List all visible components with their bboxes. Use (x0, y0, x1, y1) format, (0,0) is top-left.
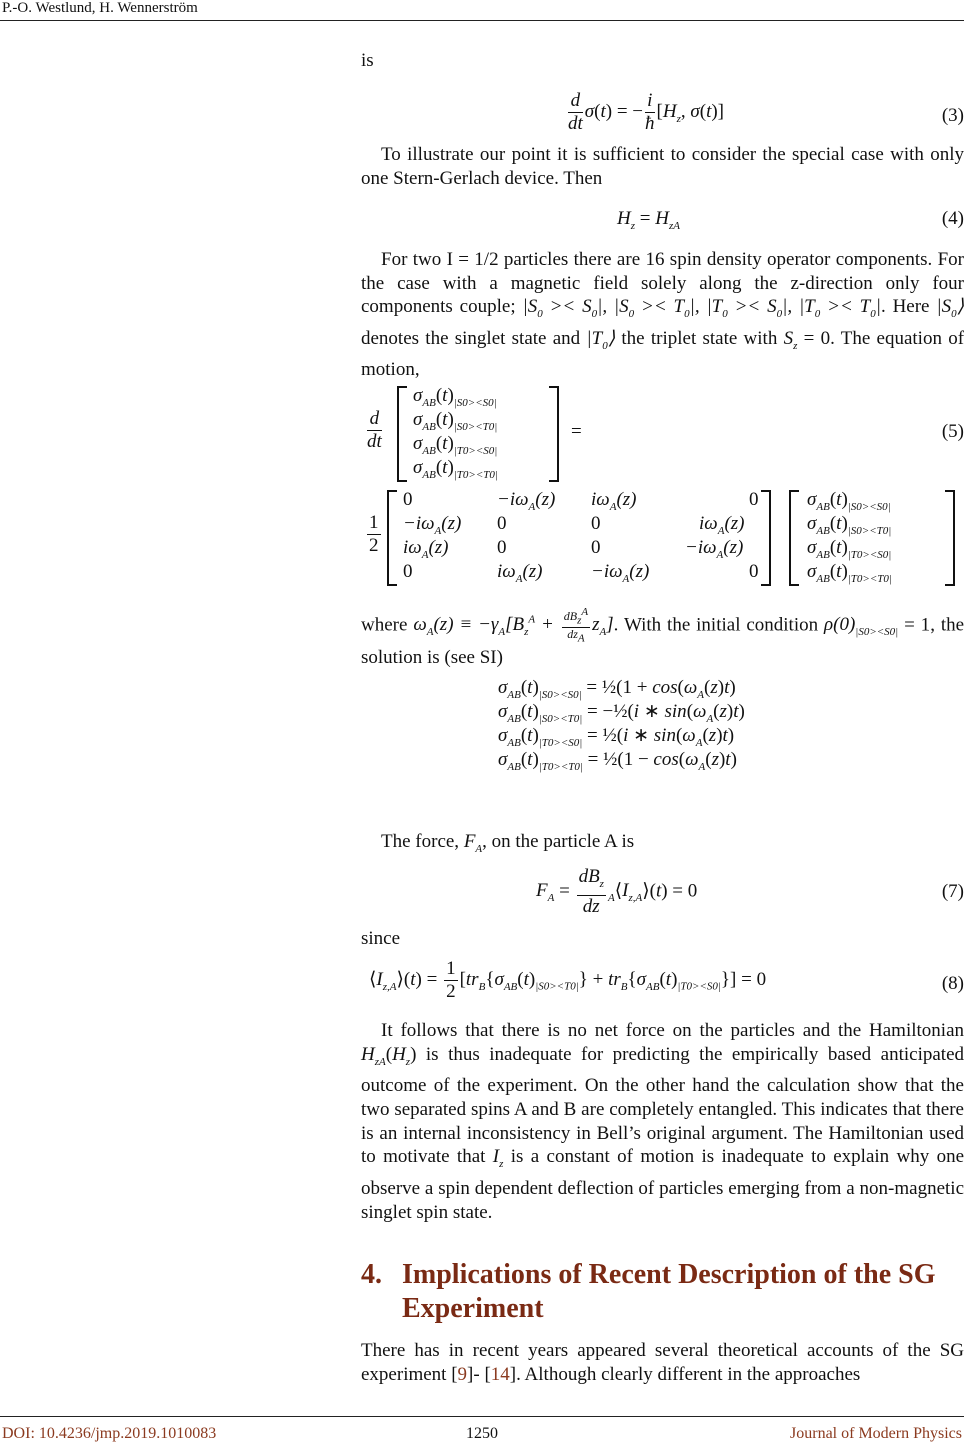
text-run: , on the particle A is (482, 831, 635, 852)
right-bracket (945, 490, 955, 586)
equation-7: $F_A$ = $\frac{dB_z}{dz}$ $_A⟨I_{z,A}⟩(t) = 0$ (7) (536, 866, 964, 917)
text-run: . Although clearly different in the approaches (516, 1363, 861, 1385)
text-run: For two I = 1/2 particles there are 16 spin density operator components. For the case with a magnetic field solely along the z-direction only four components couple; (361, 249, 964, 318)
citation-link[interactable]: 14 (490, 1363, 510, 1385)
text-run: is thus inadequate for predicting the empirically based anticipated outcome of the experiment. On the other hand the calculation show that the two separated spins A and B are completely entangled. This indicates that there is an internal inconsistency in Bell’s original argument. The Hamiltonian used to motivate that (361, 1043, 964, 1168)
page-number: 1250 (466, 1425, 498, 1442)
section-title: Implications of Recent Description of the SG Experiment (402, 1259, 936, 1324)
equation-6-solutions: $\sigma_{AB}(t)_{|S0><S0|}$ = ½(1 + $\cos(\omega_A(z)t)$ $\sigma_{AB}(t)_{|S0><T0|}$ = −½(i ∗ $\sin(\omega_A(z)t)$ $\sigma_{AB}(t)_{|T0><S0|}$ = ½(i ∗ $\sin(\omega_A(z)t)$ $\sigma_{AB}(t)_{|T0><T0|}$ = ½(1 − $\cos(\omega_A(z)t)$ (498, 677, 745, 773)
paragraph-since: since (361, 928, 401, 949)
text-run: , the solution is (see SI) (361, 614, 964, 668)
paragraph-is: is (361, 50, 374, 71)
paragraph-force: The force, $F_A$, on the particle A is (381, 831, 635, 855)
header-authors: P.-O. Westlund, H. Wennerström (2, 0, 198, 16)
left-bracket (387, 490, 397, 586)
citation-link[interactable]: 9 (457, 1363, 468, 1385)
equation-4: $H_z = H_{zA}$ (4) (617, 208, 964, 232)
left-bracket (789, 490, 799, 586)
text-run: denotes the singlet state and (361, 327, 581, 349)
paragraph-recent: There has in recent years appeared several theoretical accounts of the SG experiment [9]- [14]. Although clearly different in the approaches (361, 1340, 964, 1385)
equation-3: $\frac{d}{dt}$ σ(t) = − $\frac{i}{ħ}$ [$H_z$, σ(t)] (3) (568, 90, 964, 134)
paragraph-two-particles: For two I = 1/2 particles there are 16 spin density operator components. For the case with a magnetic field solely along the z-direction only four components couple; $|S_0 >< S_0|$, $|S_0 >< T_0|$, $|T_0 >< S_0|$, $|T_0 >< T_0|$. Here $|S_0⟩$ denotes the singlet state and $|T_0⟩$ the triplet state with $S_z = 0$. The equation of motion, (361, 249, 964, 381)
text-run: the triplet state with (621, 327, 778, 349)
equation-number: (7) (941, 881, 964, 902)
text-run: is a constant of motion is inadequate to explain why one observe a spin dependent deflection of particles emerging from a non-magnetic singlet spin state. (361, 1146, 964, 1223)
paragraph-where: where $\omega_A(z) \equiv -\gamma_A[B_z^A$ + $\frac{dB_z^A}{dz_A}$ $z_A$]. With the initial condition $\rho(0)_{|S0><S0|} = 1$, the solution is (see SI) (361, 606, 964, 668)
text-run: It follows that there is no net force on the particles and the Hamiltonian (381, 1020, 964, 1041)
equation-8: $⟨I_{z,A}⟩(t)$ = $\frac{1}{2}$ $[tr_B\{\sigma_{AB}(t)_{|S0><T0|}\} + tr_B\{\sigma_{AB}(t)_{|T0><S0|}\}] = 0$ (8) (369, 958, 964, 1002)
running-header (0, 0, 964, 21)
equation-5: $\frac{d}{dt}$ $\sigma_{AB}(t)_{|S0><S0|}$ $\sigma_{AB}(t)_{|S0><T0|}$ $\sigma_{AB}(t)_{|T0><S0|}$ $\sigma_{AB}(t)_{|T0><T0|}$ = (5) (367, 385, 964, 481)
running-footer (0, 1416, 964, 1446)
equation-number: (3) (941, 105, 964, 126)
equation-number: (4) (941, 208, 964, 229)
text-run: where (361, 614, 408, 636)
equation-5-rhs: $\frac{1}{2}$ 0 $-i\omega_A(z)$ $i\omega_A(z)$ 0 $-i\omega_A(z)$ 0 0 $i\omega_A(z)$ $i\omega_A(z)$ 0 0 $-i\omega_A(z)$ 0 $i\omega_A(z)$ $-i\omega_A(z)$ 0 $\sigma_{AB}(t)_{|S0><S0|}$ $\sigma_{AB}(t)_{|S0><T0|}$ $\sigma_{AB}(t)_{|T0><S0|}$ $\sigma_{AB}(t)_{|T0><T0|}$ (361, 486, 964, 586)
paragraph-follows: It follows that there is no net force on the particles and the Hamiltonian $H_{zA}(H_z)$ is thus inadequate for predicting the empirically based anticipated outcome of the experiment. On the other hand the calculation show that the two separated spins A and B are completely entangled. This indicates that there is an internal inconsistency in Bell’s original argument. The Hamiltonian used to motivate that $I_z$ is a constant of motion is inadequate to explain why one observe a spin dependent deflection of particles emerging from a non-magnetic singlet spin state. (361, 1020, 964, 1223)
text-run: . The equation of motion, (361, 327, 964, 381)
right-bracket (549, 386, 559, 482)
equation-number: (8) (941, 973, 964, 994)
equation-number: (5) (941, 421, 964, 442)
paragraph-illustrate: To illustrate our point it is sufficient to consider the special case with only one Stern-Gerlach device. Then (361, 144, 964, 189)
journal-name[interactable]: Journal of Modern Physics (790, 1425, 962, 1442)
text-run: . Here (880, 296, 930, 318)
section-number: 4. (361, 1259, 382, 1290)
left-bracket (397, 386, 407, 482)
text-run: There has in recent years appeared several theoretical accounts of the SG experiment (361, 1340, 964, 1385)
text-run: The force, (381, 831, 460, 852)
right-bracket (761, 490, 771, 586)
text-run: . With the initial condition (613, 614, 819, 636)
doi-link[interactable]: DOI: 10.4236/jmp.2019.1010083 (2, 1425, 217, 1442)
